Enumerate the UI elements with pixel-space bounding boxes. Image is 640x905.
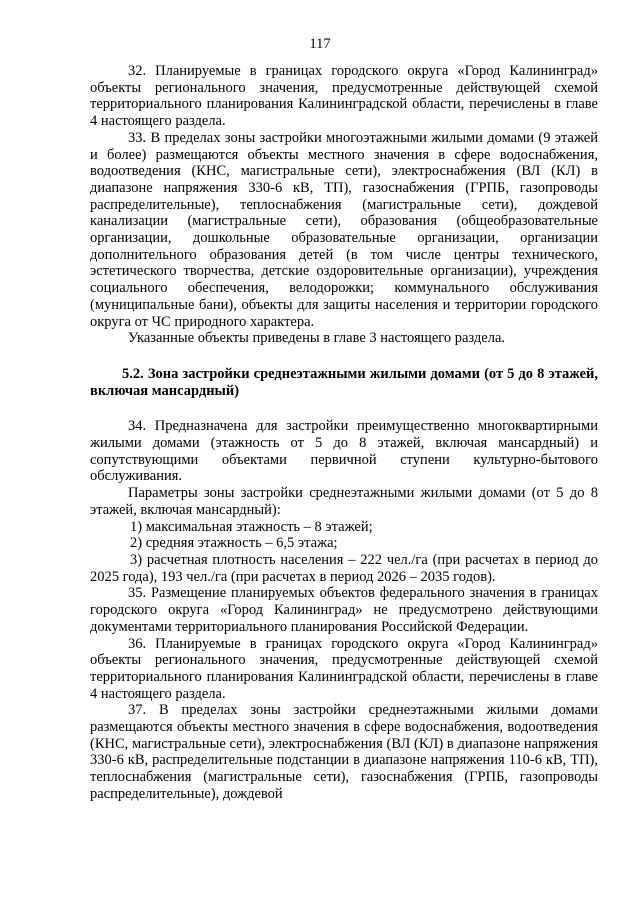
section-gap	[90, 347, 598, 366]
section-heading-5-2: 5.2. Зона застройки среднеэтажными жилыми домами (от 5 до 8 этажей, включая мансардный)	[90, 365, 598, 399]
parameter-item-1: 1) максимальная этажность – 8 этажей;	[130, 518, 373, 535]
section-gap	[90, 399, 598, 418]
paragraph-note: Указанные объекты приведены в главе 3 настоящего раздела.	[128, 330, 506, 347]
page-number: 117	[309, 36, 331, 52]
document-body	[90, 63, 598, 803]
paragraph-34: 34. Предназначена для застройки преимущественно многоквартирными жилыми домами (этажность от 5 до 8 этажей, включая мансардный) и сопутствующими объектами первичной ступени культурно-бытового обслуживания.	[90, 418, 598, 485]
paragraph-33: 33. В пределах зоны застройки многоэтажными жилыми домами (9 этажей и более) размещаются объекты местного значения в сфере водоснабжения, водоотведения (КНС, магистральные сети), электроснабжения (ВЛ (КЛ) в диапазоне напряжения 330-6 кВ, ТП), газоснабжения (ГРПБ, газопроводы распределительные), теплоснабжения (магистральные сети), дождевой канализации (магистральные сети), образования (общеобразовательные организации, дошкольные образовательные организации, организации дополнительного образования детей (в том числе центры технического, эстетического творчества, детские оздоровительные организации), учреждения социального обеспечения, велодорожки; коммунального обслуживания (муниципальные бани), объекты для защиты населения и территории городского округа от ЧС природного характера.	[90, 129, 598, 330]
paragraph-32: 32. Планируемые в границах городского округа «Город Калининград» объекты регионального значения, предусмотренные действующей схемой территориального планирования Калининградской области, перечислены в главе 4 настоящего раздела.	[90, 63, 598, 130]
paragraph-37: 37. В пределах зоны застройки среднеэтажными жилыми домами размещаются объекты местного значения в сфере водоснабжения, водоотведения (КНС, магистральные сети), электроснабжения (ВЛ (КЛ) в диапазоне напряжения 330-6 кВ, распределительные подстанции в диапазоне напряжения 110-6 кВ, ТП), теплоснабжения (магистральные сети), газоснабжения (ГРПБ, газопроводы распределительные), дождевой	[90, 702, 598, 802]
parameter-item-3: 3) расчетная плотность населения – 222 чел./га (при расчетах в период до 2025 года), 193 чел./га (при расчетах в период 2026 – 2035 годов).	[90, 551, 598, 585]
paragraph-parameters: Параметры зоны застройки среднеэтажными жилыми домами (от 5 до 8 этажей, включая мансардный):	[90, 485, 598, 518]
paragraph-36: 36. Планируемые в границах городского округа «Город Калининград» объекты регионального значения, предусмотренные действующей схемой территориального планирования Калининградской области, перечислены в главе 4 настоящего раздела.	[90, 635, 598, 702]
paragraph-35: 35. Размещение планируемых объектов федерального значения в границах городского округа «Город Калининград» не предусмотрено действующими документами территориального планирования Российской Федерации.	[90, 585, 598, 635]
parameter-item-2: 2) средняя этажность – 6,5 этажа;	[130, 535, 338, 552]
